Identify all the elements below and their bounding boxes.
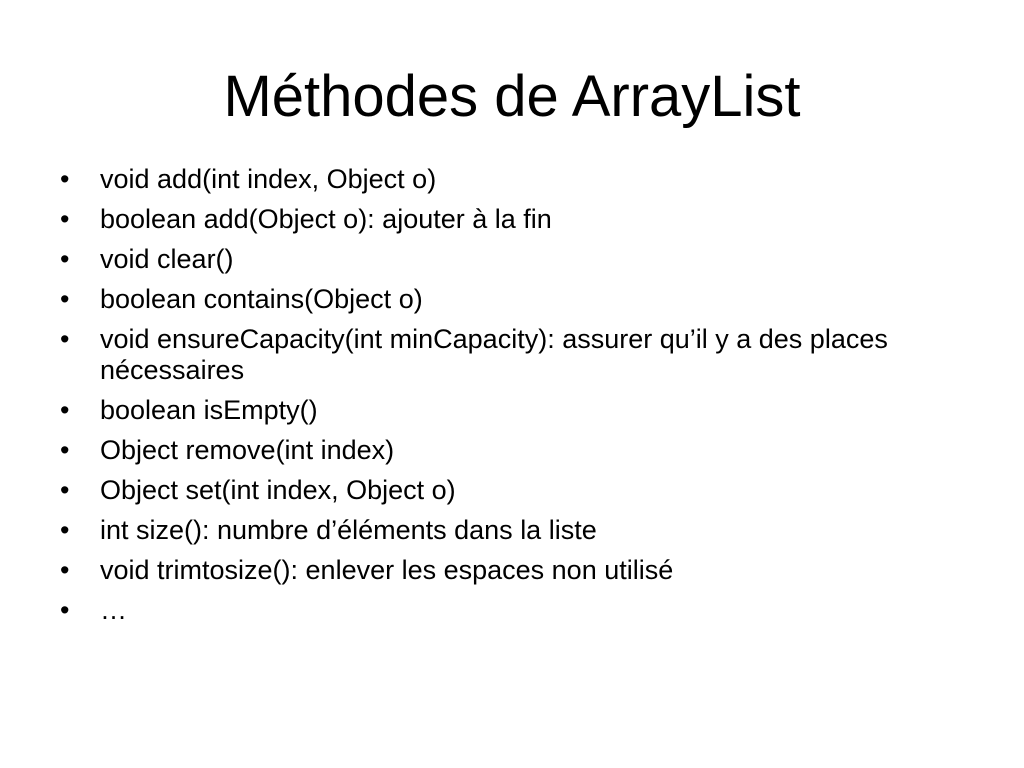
bullet-text: boolean isEmpty() — [100, 395, 318, 425]
bullet-item-remove — [56, 435, 956, 466]
bullet-item-trim-to-size — [56, 555, 956, 586]
bullet-icon: • — [60, 244, 70, 274]
bullet-text: void clear() — [100, 244, 234, 274]
bullet-item-ellipsis — [56, 595, 956, 626]
bullet-list — [56, 164, 956, 635]
bullet-text: Object set(int index, Object o) — [100, 475, 456, 505]
bullet-text: … — [100, 595, 127, 625]
bullet-item-clear — [56, 244, 956, 275]
bullet-icon: • — [60, 435, 70, 465]
bullet-icon: • — [60, 555, 70, 585]
bullet-item-add-index — [56, 164, 956, 195]
bullet-item-size — [56, 515, 956, 546]
bullet-icon: • — [60, 595, 70, 625]
bullet-item-set — [56, 475, 956, 506]
bullet-icon: • — [60, 204, 70, 234]
bullet-icon: • — [60, 164, 70, 194]
bullet-icon: • — [60, 475, 70, 505]
slide-title: Méthodes de ArrayList — [223, 64, 801, 129]
bullet-icon: • — [60, 395, 70, 425]
bullet-icon: • — [60, 324, 70, 354]
bullet-icon: • — [60, 515, 70, 545]
bullet-text: boolean contains(Object o) — [100, 284, 423, 314]
bullet-text: void ensureCapacity(int minCapacity): assurer qu’il y a des places nécessaires — [100, 324, 888, 385]
bullet-item-ensure-capacity — [56, 324, 956, 386]
bullet-item-is-empty — [56, 395, 956, 426]
bullet-text: void add(int index, Object o) — [100, 164, 437, 194]
bullet-icon: • — [60, 284, 70, 314]
bullet-text: int size(): numbre d’éléments dans la liste — [100, 515, 597, 545]
bullet-item-add-object — [56, 204, 956, 235]
bullet-text: Object remove(int index) — [100, 435, 395, 465]
bullet-item-contains — [56, 284, 956, 315]
bullet-text: boolean add(Object o): ajouter à la fin — [100, 204, 552, 234]
bullet-text: void trimtosize(): enlever les espaces non utilisé — [100, 555, 674, 585]
